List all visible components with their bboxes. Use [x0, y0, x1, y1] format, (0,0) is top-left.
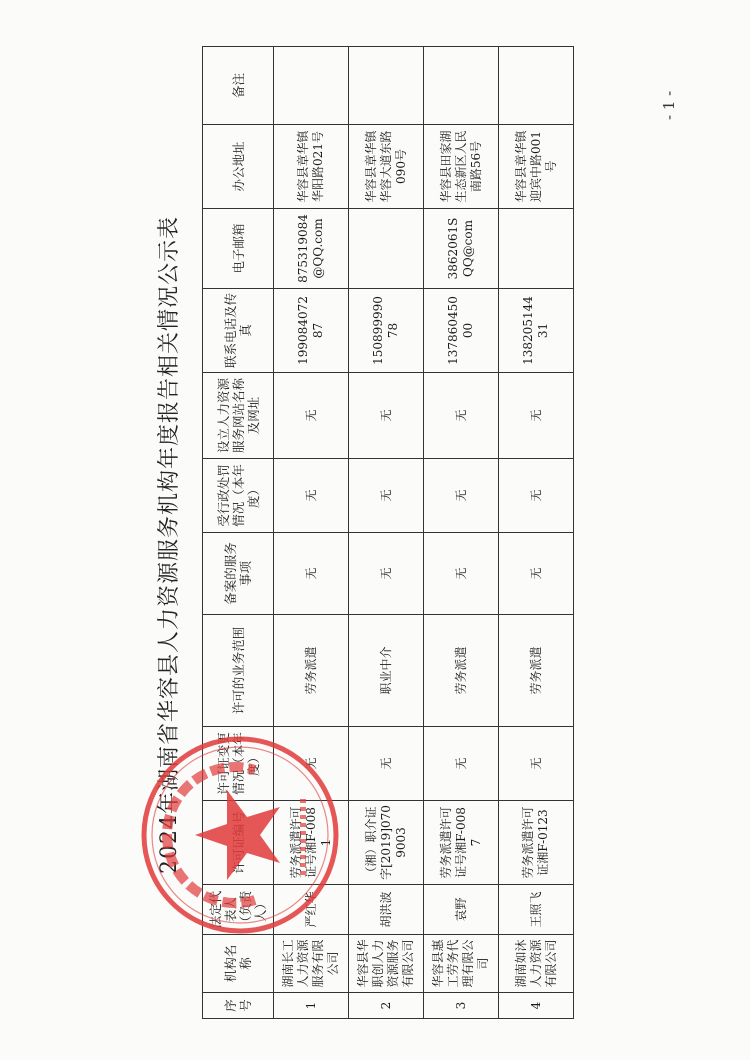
table-cell: 15089999078 — [349, 289, 424, 373]
header-cell: 机构名称 — [203, 935, 274, 993]
table-cell: 无 — [274, 533, 349, 615]
table-cell: 无 — [424, 727, 499, 801]
table-cell: （湘）职介证字[2019]0709003 — [349, 801, 424, 885]
table-cell: 19908407287 — [274, 289, 349, 373]
table-cell: 袁野 — [424, 885, 499, 935]
table-cell: 无 — [499, 459, 574, 533]
table-cell: 劳务派遣许可证号湘F-0081 — [274, 801, 349, 885]
table-cell: 2 — [349, 993, 424, 1019]
table-cell: 华容县华职创人力资源服务有限公司 — [349, 935, 424, 993]
table-row — [499, 47, 574, 1019]
header-cell: 办公地址 — [203, 125, 274, 209]
table-cell: 无 — [349, 459, 424, 533]
table-cell: 华容县惠工劳务代理有限公司 — [424, 935, 499, 993]
table-cell: 劳务派遣 — [274, 615, 349, 727]
table-cell: 无 — [499, 727, 574, 801]
table-cell — [349, 209, 424, 289]
table-cell: 劳务派遣 — [499, 615, 574, 727]
table-cell: 13820514431 — [499, 289, 574, 373]
table-cell: 无 — [424, 533, 499, 615]
table-cell — [424, 47, 499, 125]
table-cell: 无 — [424, 373, 499, 459]
header-cell: 备案的服务事项 — [203, 533, 274, 615]
header-cell: 序号 — [203, 993, 274, 1019]
table-cell — [499, 209, 574, 289]
table-cell — [349, 47, 424, 125]
table-row — [424, 47, 499, 1019]
table-cell: 无 — [349, 727, 424, 801]
table-cell: 13786045000 — [424, 289, 499, 373]
table-cell: 华容县田家湖生态新区人民南路56号 — [424, 125, 499, 209]
table-cell: 劳务派遣许可证号湘F-0087 — [424, 801, 499, 885]
table-row — [349, 47, 424, 1019]
table-cell: 劳务派遣许可证湘F-0123 — [499, 801, 574, 885]
table-cell: 无 — [424, 459, 499, 533]
table-cell: 无 — [499, 373, 574, 459]
table-cell: 湖南长工人力资源服务有限公司 — [274, 935, 349, 993]
header-cell: 许可的业务范围 — [203, 615, 274, 727]
header-cell: 联系电话及传真 — [203, 289, 274, 373]
table-cell: 华容县章华镇迎宾中路001号 — [499, 125, 574, 209]
table-cell: 湖南如沐人力资源有限公司 — [499, 935, 574, 993]
page-number: - 1 - — [660, 90, 678, 120]
table-cell: 无 — [274, 459, 349, 533]
table-cell — [499, 47, 574, 125]
header-cell: 许可证变更情况（本年度） — [203, 727, 274, 801]
header-cell: 设立人力资源服务网站名称及网址 — [203, 373, 274, 459]
document-title: 2024年湖南省华容县人力资源服务机构年度报告相关情况公示表 — [157, 216, 182, 874]
table-cell: 严红华 — [274, 885, 349, 935]
table-cell: 无 — [499, 533, 574, 615]
official-seal-stamp — [135, 730, 345, 940]
table-cell: 华容县章华镇华阳路021号 — [274, 125, 349, 209]
table-cell: 3 — [424, 993, 499, 1019]
table-cell: 胡洪波 — [349, 885, 424, 935]
table-cell: 1 — [274, 993, 349, 1019]
seal-star-icon — [195, 790, 280, 880]
table-cell: 875319084@QQ.com — [274, 209, 349, 289]
header-cell: 备注 — [203, 47, 274, 125]
header-cell: 法定代表人（负责人） — [203, 885, 274, 935]
table-cell: 无 — [349, 373, 424, 459]
rotated-content — [0, 55, 720, 1055]
table-cell: 4 — [499, 993, 574, 1019]
header-cell: 电子邮箱 — [203, 209, 274, 289]
table-cell: 王照飞 — [499, 885, 574, 935]
table-cell: 无 — [274, 727, 349, 801]
header-cell: 受行政处罚情况（本年度） — [203, 459, 274, 533]
table-cell — [274, 47, 349, 125]
table-cell: 华容县章华镇华容大道东路090号 — [349, 125, 424, 209]
table-cell: 职业中介 — [349, 615, 424, 727]
table-cell: 无 — [349, 533, 424, 615]
table-cell: 3862061SQQ@com — [424, 209, 499, 289]
table-cell: 无 — [274, 373, 349, 459]
table-cell: 劳务派遣 — [424, 615, 499, 727]
